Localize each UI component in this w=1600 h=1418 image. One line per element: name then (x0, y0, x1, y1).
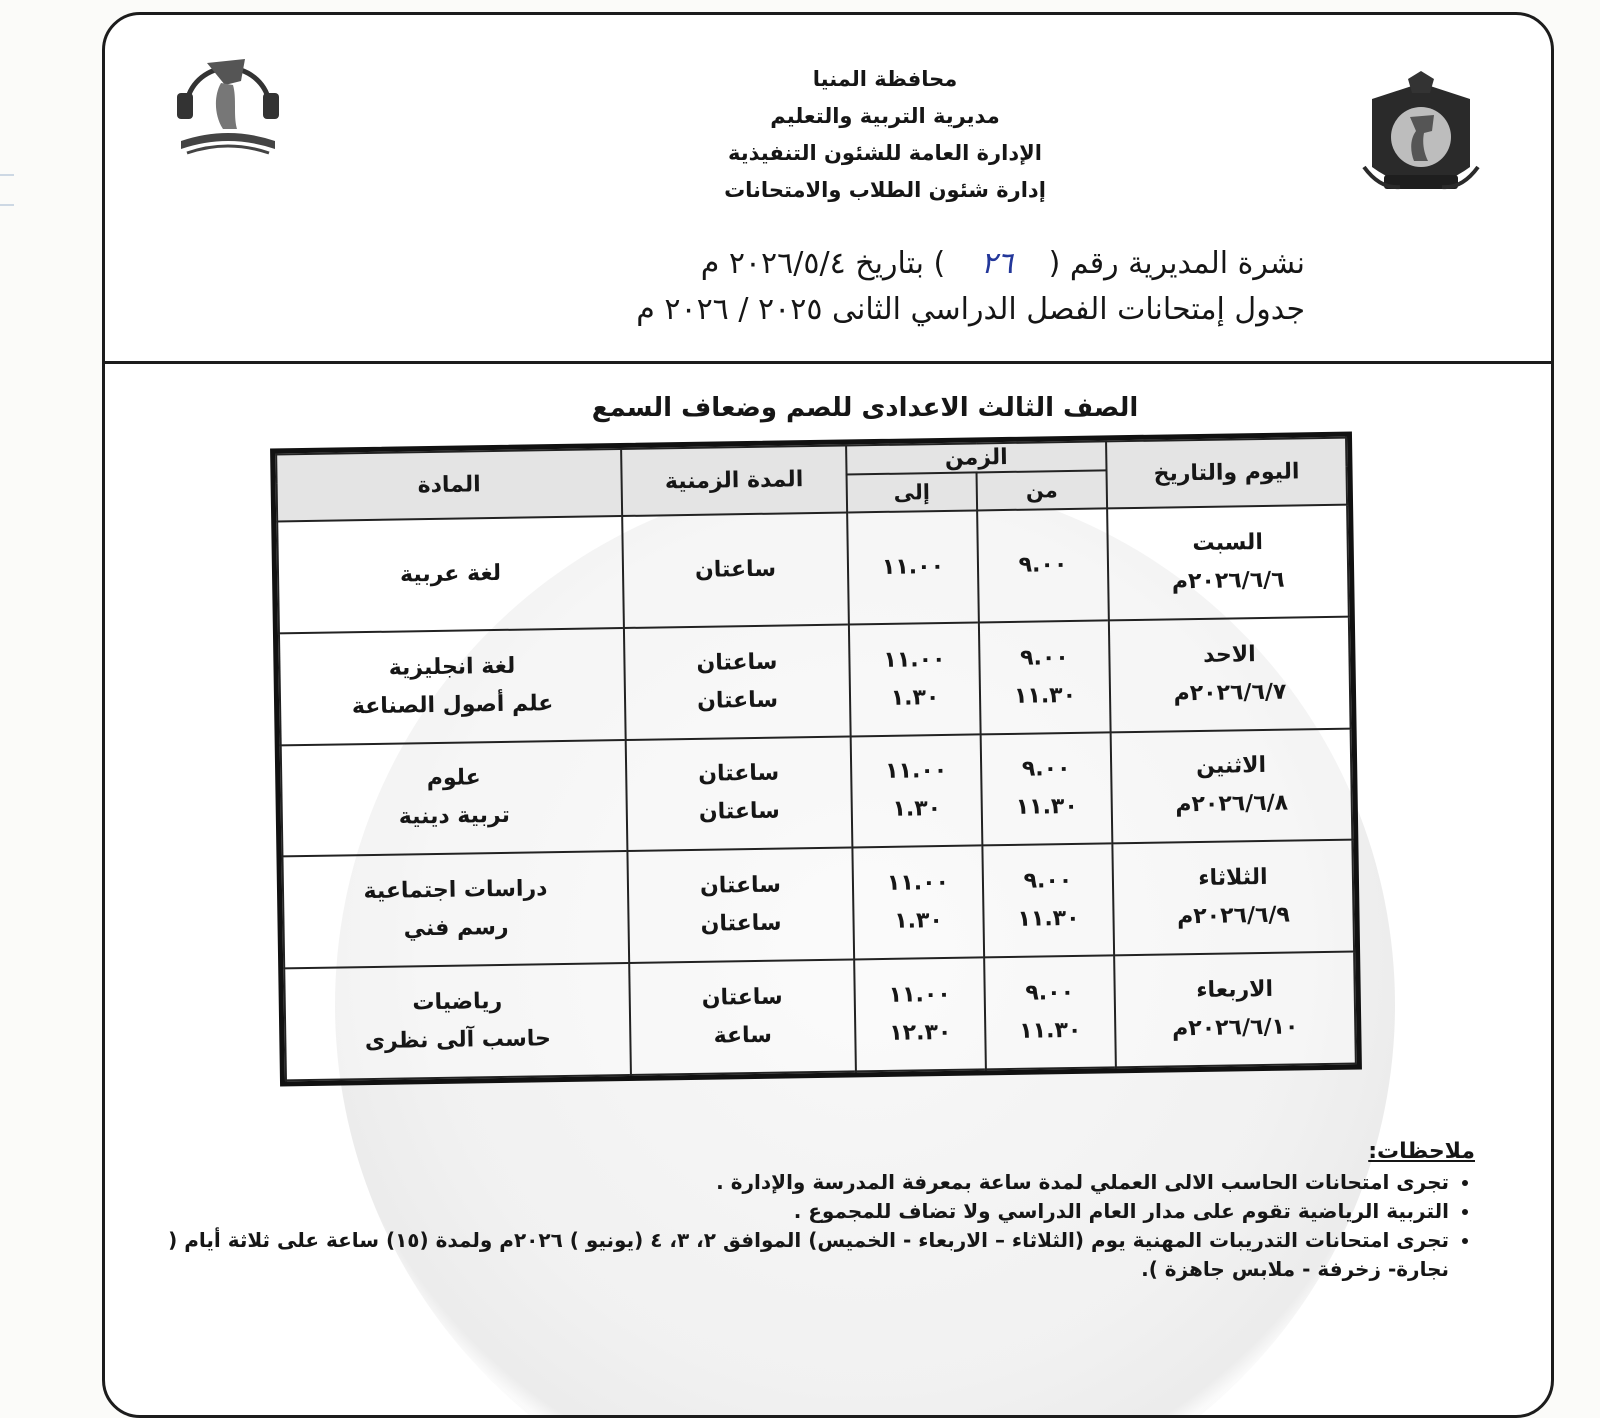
bulletin-block (445, 241, 1305, 333)
day-cell (1111, 728, 1353, 844)
notes-title: ملاحظات: (1368, 1139, 1475, 1164)
to-time: ١١.٠٠ (886, 870, 950, 897)
from-time: ٩.٠٠ (1018, 551, 1068, 578)
day-cell (1114, 952, 1356, 1068)
duration-cell (624, 624, 851, 739)
letterhead (665, 61, 1105, 209)
bulletin-date: ٢٠٢٦/٥/٤ م (700, 246, 846, 281)
note-item: • تجرى امتحانات الحاسب الالى العملي لمدة ساعة بمعرفة المدرسة والإدارة . (125, 1168, 1449, 1197)
nefertiti-book-logo-icon (167, 41, 289, 169)
from-time: ٩.٠٠ (1021, 756, 1071, 783)
day-cell (1112, 840, 1354, 956)
header-time: الزمن (846, 441, 1106, 474)
to-time: ١١.٠٠ (883, 646, 946, 673)
duration: ساعتان (698, 761, 780, 788)
notes-list (125, 1168, 1475, 1284)
to-time: ١٢.٣٠ (889, 1020, 952, 1046)
duration-cell (626, 736, 853, 851)
to-cell (852, 846, 984, 960)
day-name: الثلاثاء (1198, 865, 1268, 892)
scan-edge-marks (0, 0, 20, 1347)
duration: ساعتان (699, 872, 782, 900)
from-time: ٩.٠٠ (1023, 868, 1073, 895)
duration-cell (627, 848, 854, 963)
duration: ساعتان (700, 910, 782, 938)
duration-cell (622, 512, 849, 627)
duration: ساعتان (701, 984, 783, 1011)
directorate-line: مديرية التربية والتعليم (770, 104, 1000, 128)
from-cell (977, 508, 1109, 622)
day-date: ٢٠٢٦/٦/٨م (1175, 791, 1289, 818)
to-time: ١١.٠٠ (884, 758, 948, 785)
table-row (279, 616, 1351, 745)
subject-cell (279, 628, 626, 745)
subject-cell (282, 851, 629, 968)
document-frame (102, 12, 1554, 1418)
duration: ساعتان (698, 799, 780, 826)
grade-title: الصف الثالث الاعدادى للصم وضعاف السمع (591, 393, 1139, 423)
duration-cell (629, 960, 856, 1075)
subject: علم أصول الصناعة (351, 690, 554, 719)
day-cell (1109, 616, 1351, 732)
day-name: الاثنين (1195, 753, 1267, 780)
to-time: ١.٣٠ (890, 684, 940, 711)
header-subject: المادة (276, 449, 622, 521)
to-time: ١.٣٠ (894, 908, 944, 935)
subject: تربية دينية (398, 803, 511, 831)
subject: رسم فني (403, 915, 509, 942)
duration: ساعتان (694, 556, 777, 583)
note-item: • التربية الرياضية تقوم على مدار العام الدراسي ولا تضاف للمجموع . (125, 1197, 1449, 1226)
bulletin-number-line (445, 241, 1305, 287)
to-cell (854, 958, 986, 1072)
subject: لغة انجليزية (388, 653, 516, 681)
subject: علوم (426, 765, 481, 792)
subject-cell (281, 740, 628, 857)
to-time: ١١.٠٠ (888, 982, 951, 1008)
from-time: ٩.٠٠ (1025, 980, 1075, 1006)
subject: حاسب آلى نظرى (364, 1026, 552, 1055)
table-row (281, 728, 1353, 857)
day-date: ٢٠٢٦/٦/٦م (1171, 567, 1285, 595)
from-cell (981, 732, 1113, 846)
from-time: ١١.٣٠ (1017, 906, 1080, 933)
to-cell (851, 734, 983, 848)
day-date: ٢٠٢٦/٦/٩م (1176, 902, 1291, 930)
to-cell (849, 622, 981, 736)
from-time: ١١.٣٠ (1019, 1017, 1082, 1044)
subject-cell (284, 963, 631, 1080)
table-row (282, 840, 1354, 969)
duration: ساعتان (696, 649, 778, 676)
from-cell (984, 956, 1116, 1070)
day-name: السبت (1192, 529, 1264, 556)
from-time: ٩.٠٠ (1019, 644, 1069, 671)
header-divider (105, 361, 1551, 364)
day-name: الاحد (1202, 641, 1256, 668)
table-row (284, 952, 1356, 1081)
notes-section (125, 1139, 1475, 1284)
bulletin-middle: ) بتاريخ (855, 246, 946, 281)
department-line: إدارة شئون الطلاب والامتحانات (724, 178, 1046, 202)
subject-cell (277, 516, 624, 633)
minya-governorate-emblem-icon (1360, 71, 1482, 205)
from-cell (979, 620, 1111, 734)
header-duration: المدة الزمنية (621, 445, 847, 516)
table-row (277, 505, 1349, 634)
day-cell (1107, 505, 1349, 621)
bulletin-prefix: نشرة المديرية رقم ( (1048, 246, 1305, 281)
duration: ساعتان (696, 687, 779, 714)
from-cell (982, 844, 1114, 958)
header-day-date: اليوم والتاريخ (1106, 438, 1347, 509)
from-time: ١١.٣٠ (1015, 794, 1079, 821)
general-admin-line: الإدارة العامة للشئون التنفيذية (728, 141, 1042, 165)
to-time: ١١.٠٠ (881, 553, 945, 580)
header-from: من (977, 470, 1108, 510)
from-time: ١١.٣٠ (1013, 682, 1077, 709)
to-cell (847, 510, 979, 624)
subject: رياضيات (412, 989, 503, 1016)
bulletin-number: ٢٦ (980, 246, 1014, 281)
day-name: الاربعاء (1196, 976, 1274, 1004)
subject: لغة عربية (399, 560, 502, 588)
duration: ساعة (713, 1022, 773, 1049)
schedule-title: جدول إمتحانات الفصل الدراسي الثانى ٢٠٢٥ / ٢٠٢٦ م (636, 292, 1305, 327)
day-date: ٢٠٢٦/٦/١٠م (1171, 1014, 1299, 1042)
header-to: إلى (847, 472, 978, 512)
subject: دراسات اجتماعية (363, 876, 548, 905)
to-time: ١.٣٠ (892, 796, 942, 823)
day-date: ٢٠٢٦/٦/٧م (1173, 679, 1287, 707)
exam-schedule-table (270, 432, 1362, 1087)
note-item: • تجرى امتحانات التدريبات المهنية يوم (الثلاثاء – الاربعاء - الخميس) الموافق ٢، ٣، ٤ (يونيو ) ٢٠٢٦م ولمدة (١٥) ساعة على ثلاثة أيام ( نجارة- زخرفة - ملابس جاهزة ). (125, 1226, 1449, 1284)
governorate-line: محافظة المنيا (812, 67, 958, 91)
